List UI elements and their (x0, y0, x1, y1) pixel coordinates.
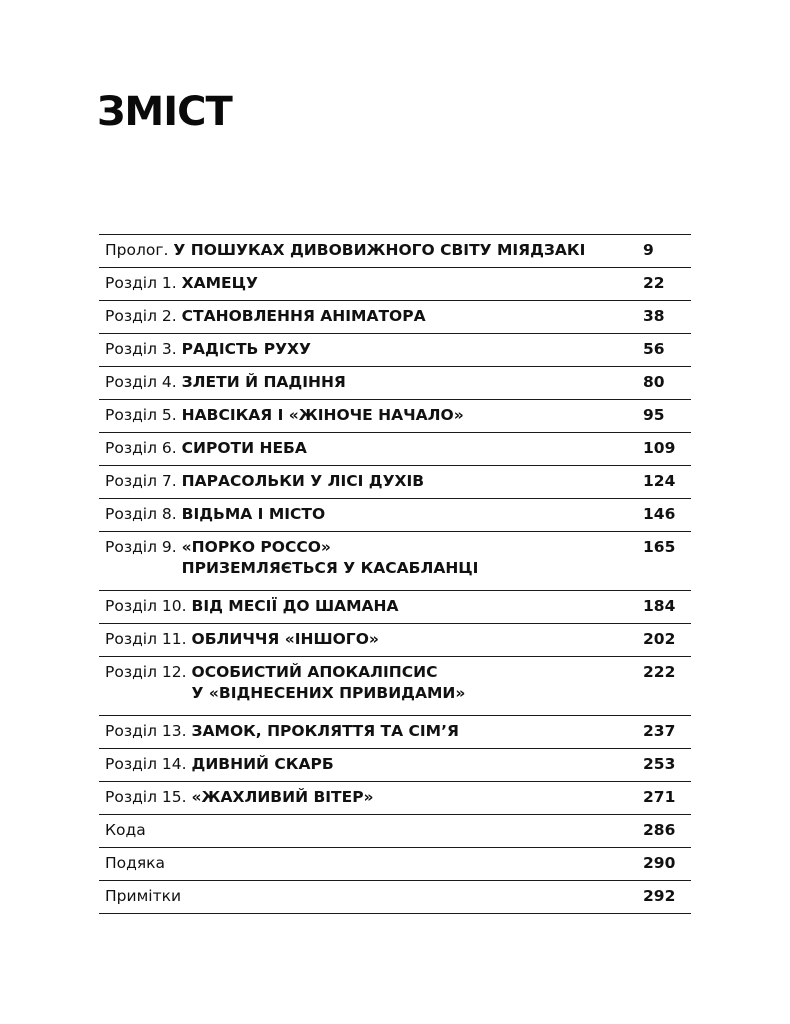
toc-page-number: 124 (643, 472, 676, 490)
toc-page-number: 292 (643, 887, 676, 905)
toc-prefix: Розділ 5. (105, 406, 182, 424)
toc-row (99, 466, 691, 499)
toc-page-number: 222 (643, 663, 676, 681)
toc-prefix: Розділ 11. (105, 630, 192, 648)
toc-page-number: 56 (643, 340, 665, 358)
page-title: ЗМІСТ (97, 89, 232, 135)
toc-row (99, 657, 691, 716)
toc-page-number: 38 (643, 307, 665, 325)
toc-page-number: 9 (643, 241, 654, 259)
toc-title: ВІДЬМА І МІСТО (181, 505, 326, 523)
toc-title: ЗАМОК, ПРОКЛЯТТЯ ТА СІМ’Я (191, 722, 459, 740)
toc-prefix: Розділ 9. (105, 538, 182, 556)
toc-prefix: Примітки (105, 887, 182, 905)
toc-page-number: 202 (643, 630, 676, 648)
toc-title: «ПОРКО РОССО» ПРИЗЕМЛЯЄТЬСЯ У КАСАБЛАНЦІ (181, 538, 479, 577)
toc-page-number: 253 (643, 755, 676, 773)
toc-prefix: Розділ 13. (105, 722, 192, 740)
toc-title: НАВСІКАЯ І «ЖІНОЧЕ НАЧАЛО» (181, 406, 464, 424)
toc-prefix: Кода (105, 821, 146, 839)
toc-page-number: 146 (643, 505, 676, 523)
toc-page-number: 184 (643, 597, 676, 615)
toc-prefix: Розділ 2. (105, 307, 182, 325)
toc-title: ПАРАСОЛЬКИ У ЛІСІ ДУХІВ (181, 472, 425, 490)
toc-page-number: 286 (643, 821, 676, 839)
toc-prefix: Розділ 7. (105, 472, 182, 490)
toc-title: ОСОБИСТИЙ АПОКАЛІПСИС У «ВІДНЕСЕНИХ ПРИВИДАМИ» (191, 663, 466, 702)
toc-row (99, 848, 691, 881)
toc-title: «ЖАХЛИВИЙ ВІТЕР» (191, 788, 374, 806)
toc-row (99, 433, 691, 466)
toc-row (99, 400, 691, 433)
toc-row (99, 367, 691, 400)
toc-prefix: Розділ 6. (105, 439, 182, 457)
toc-title: СИРОТИ НЕБА (181, 439, 307, 457)
toc-prefix: Розділ 15. (105, 788, 192, 806)
toc-title: СТАНОВЛЕННЯ АНІМАТОРА (181, 307, 426, 325)
toc-row (99, 301, 691, 334)
toc-page-number: 290 (643, 854, 676, 872)
toc-page-number: 109 (643, 439, 676, 457)
toc-title: ХАМЕЦУ (181, 274, 258, 292)
toc-title: У ПОШУКАХ ДИВОВИЖНОГО СВІТУ МІЯДЗАКІ (173, 241, 586, 259)
toc-row (99, 749, 691, 782)
toc-prefix: Пролог. (105, 241, 174, 259)
toc-prefix: Розділ 3. (105, 340, 182, 358)
toc-page-number: 237 (643, 722, 676, 740)
toc-row (99, 591, 691, 624)
toc-row (99, 815, 691, 848)
toc-prefix: Подяка (105, 854, 166, 872)
toc-title: ОБЛИЧЧЯ «ІНШОГО» (191, 630, 379, 648)
toc-title: ВІД МЕСІЇ ДО ШАМАНА (191, 597, 399, 615)
toc-title: ДИВНИЙ СКАРБ (191, 755, 334, 773)
toc-page-number: 271 (643, 788, 676, 806)
toc-row (99, 881, 691, 914)
toc-page-number: 95 (643, 406, 665, 424)
toc-page-number: 80 (643, 373, 665, 391)
toc-page-number: 22 (643, 274, 665, 292)
toc-prefix: Розділ 10. (105, 597, 192, 615)
toc-row (99, 532, 691, 591)
toc-prefix: Розділ 12. (105, 663, 192, 681)
toc-row (99, 716, 691, 749)
toc-title: РАДІСТЬ РУХУ (181, 340, 311, 358)
toc-title: ЗЛЕТИ Й ПАДІННЯ (181, 373, 346, 391)
toc-row (99, 782, 691, 815)
table-of-contents (99, 234, 691, 914)
toc-page-number: 165 (643, 538, 676, 556)
toc-row (99, 624, 691, 657)
toc-prefix: Розділ 4. (105, 373, 182, 391)
toc-prefix: Розділ 8. (105, 505, 182, 523)
toc-prefix: Розділ 1. (105, 274, 182, 292)
toc-row (99, 268, 691, 301)
toc-row (99, 235, 691, 268)
toc-row (99, 334, 691, 367)
toc-row (99, 499, 691, 532)
toc-prefix: Розділ 14. (105, 755, 192, 773)
